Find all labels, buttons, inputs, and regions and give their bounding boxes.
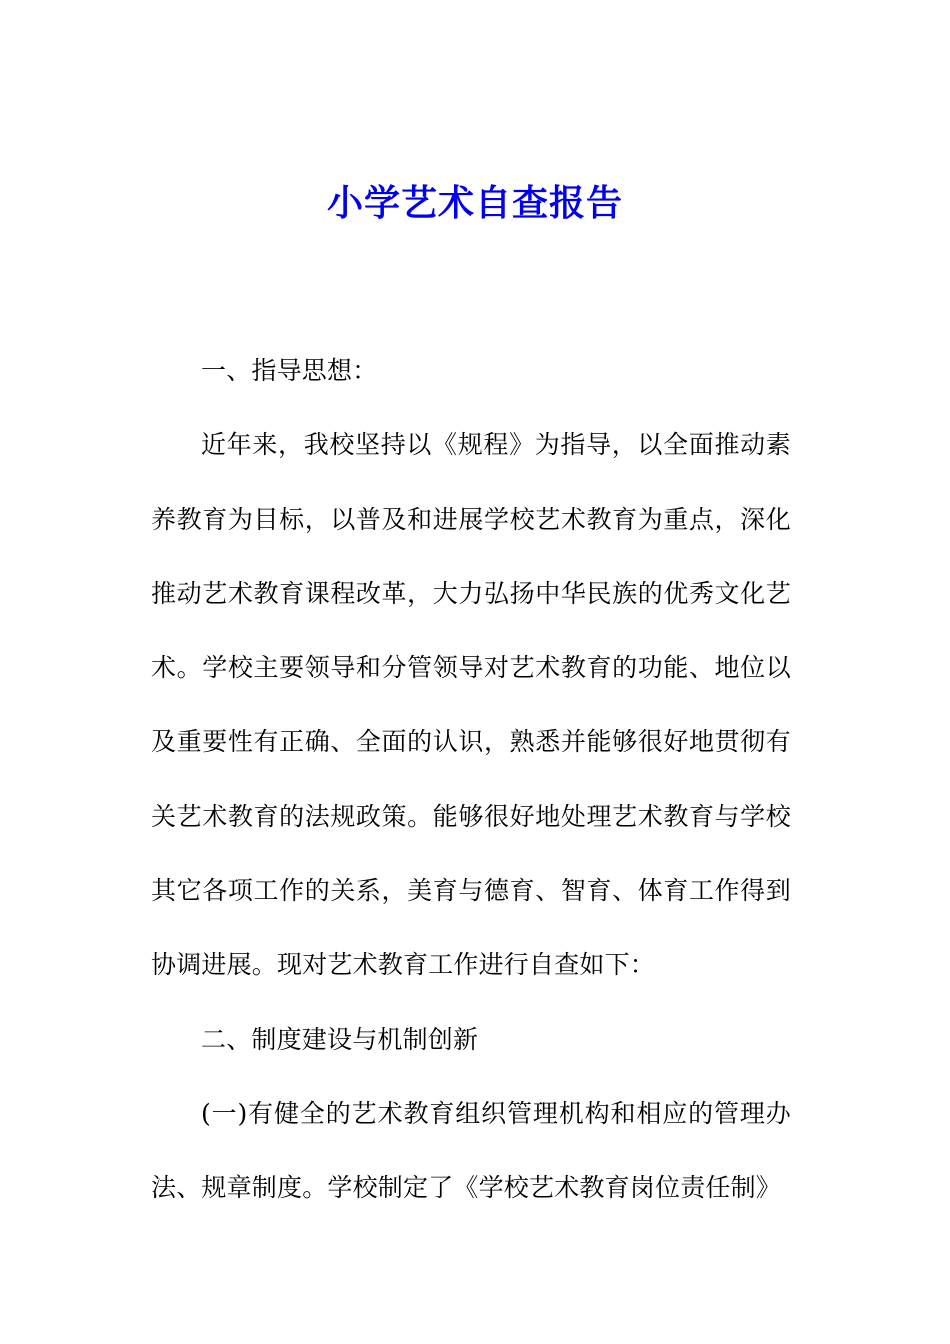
section-heading-guiding-ideology: 一、指导思想：: [201, 356, 378, 385]
section-heading-system-building: 二、制度建设与机制创新: [201, 1024, 479, 1054]
paragraph-system-building: (一)有健全的艺术教育组织管理机构和相应的管理办法、规章制度。学校制定了《学校艺术教育岗位责任制》: [151, 1098, 791, 1203]
paragraph-guiding-ideology: 近年来，我校坚持以《规程》为指导，以全面推动素养教育为目标，以普及和进展学校艺术教育为重点，深化推动艺术教育课程改革，大力弘扬中华民族的优秀文化艺术。学校主要领导和分管领导对艺术教育的功能、地位以及重要性有正确、全面的认识，熟悉并能够很好地贯彻有关艺术教育的法规政策。能够很好地处理艺术教育与学校其它各项工作的关系，美育与德育、智育、体育工作得到协调进展。现对艺术教育工作进行自查如下：: [151, 430, 791, 980]
document-title: 小学艺术自查报告: [326, 182, 623, 224]
document-body: [151, 334, 791, 1226]
